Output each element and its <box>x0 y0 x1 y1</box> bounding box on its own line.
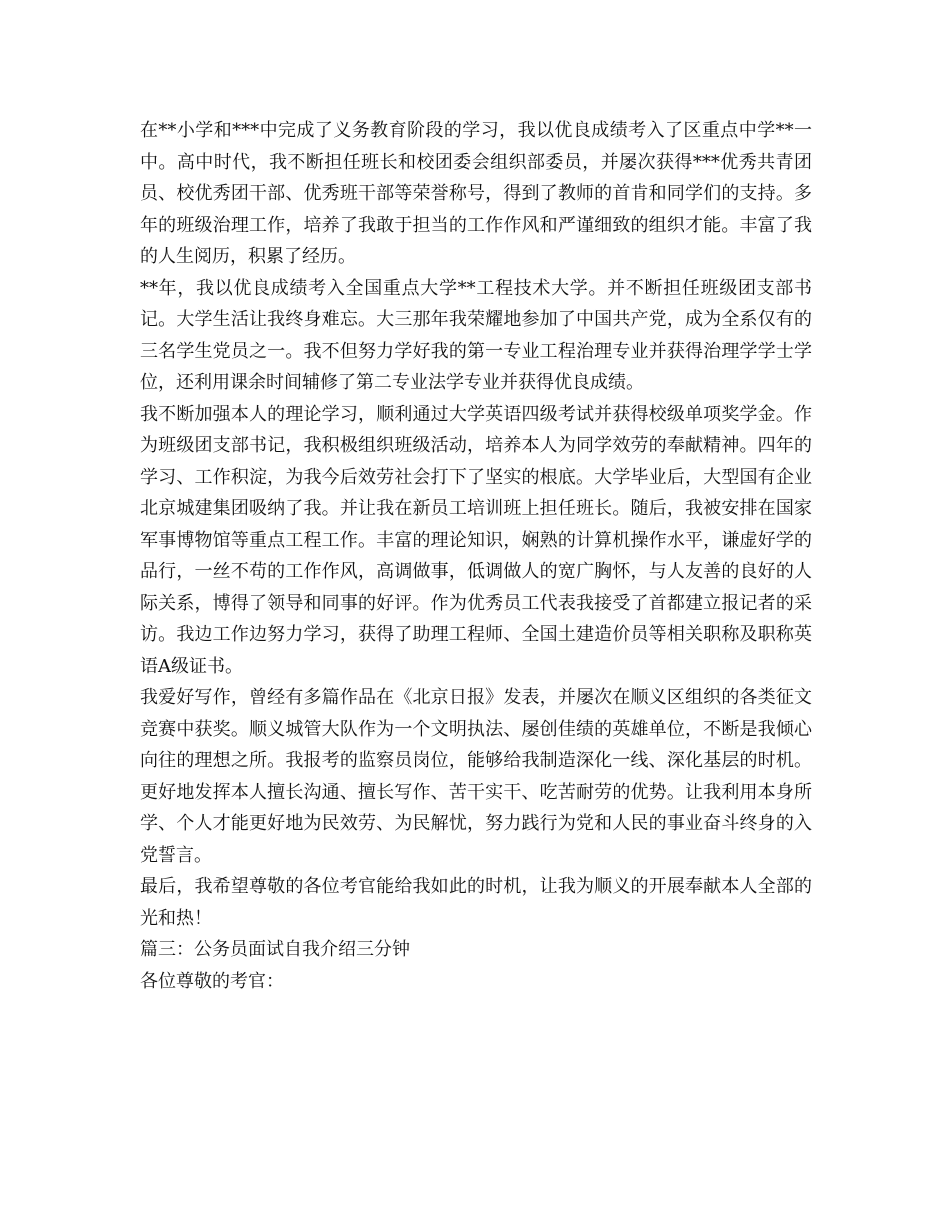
paragraph-writing-motivation: 我爱好写作，曾经有多篇作品在《北京日报》发表，并屡次在顺义区组织的各类征文竞赛中获奖。顺义城管大队作为一个文明执法、屡创佳绩的英雄单位，不断是我倾心向往的理想之所。我报考的监察员岗位，能够给我制造深化一线、深化基层的时机。更好地发挥本人擅长沟通、擅长写作、苦干实干、吃苦耐劳的优势。让我利用本身所学、个人才能更好地为民效劳、为民解忧，努力践行为党和人民的事业奋斗终身的入党誓言。 <box>140 687 812 866</box>
document-page <box>140 115 812 997</box>
paragraph-closing: 最后，我希望尊敬的各位考官能给我如此的时机，让我为顺义的开展奉献本人全部的光和热！ <box>140 876 812 929</box>
paragraph-university: **年，我以优良成绩考入全国重点大学**工程技术大学。并不断担任班级团支部书记。大学生活让我终身难忘。大三那年我荣耀地参加了中国共产党，成为全系仅有的三名学生党员之一。我不但努力学好我的第一专业工程治理专业并获得治理学学士学位，还利用课余时间辅修了第二专业法学专业并获得优良成绩。 <box>140 277 812 393</box>
section-heading: 篇三：公务员面试自我介绍三分钟 <box>140 939 410 960</box>
paragraph-work-experience: 我不断加强本人的理论学习，顺利通过大学英语四级考试并获得校级单项奖学金。作为班级团支部书记，我积极组织班级活动，培养本人为同学效劳的奉献精神。四年的学习、工作积淀，为我今后效劳社会打下了坚实的根底。大学毕业后，大型国有企业北京城建集团吸纳了我。并让我在新员工培训班上担任班长。随后，我被安排在国家军事博物馆等重点工程工作。丰富的理论知识，娴熟的计算机操作水平，谦虚好学的品行，一丝不苟的工作作风，高调做事，低调做人的宽广胸怀，与人友善的良好的人际关系，博得了领导和同事的好评。作为优秀员工代表我接受了首都建立报记者的采访。我边工作边努力学习，获得了助理工程师、全国土建造价员等相关职称及职称英语A级证书。 <box>140 403 812 677</box>
paragraph-school-history: 在**小学和***中完成了义务教育阶段的学习，我以优良成绩考入了区重点中学**一中。高中时代，我不断担任班长和校团委会组织部委员，并屡次获得***优秀共青团员、校优秀团干部、优秀班干部等荣誉称号，得到了教师的首肯和同学们的支持。多年的班级治理工作，培养了我敢于担当的工作作风和严谨细致的组织才能。丰富了我的人生阅历，积累了经历。 <box>140 120 812 267</box>
salutation: 各位尊敬的考官： <box>140 970 284 992</box>
